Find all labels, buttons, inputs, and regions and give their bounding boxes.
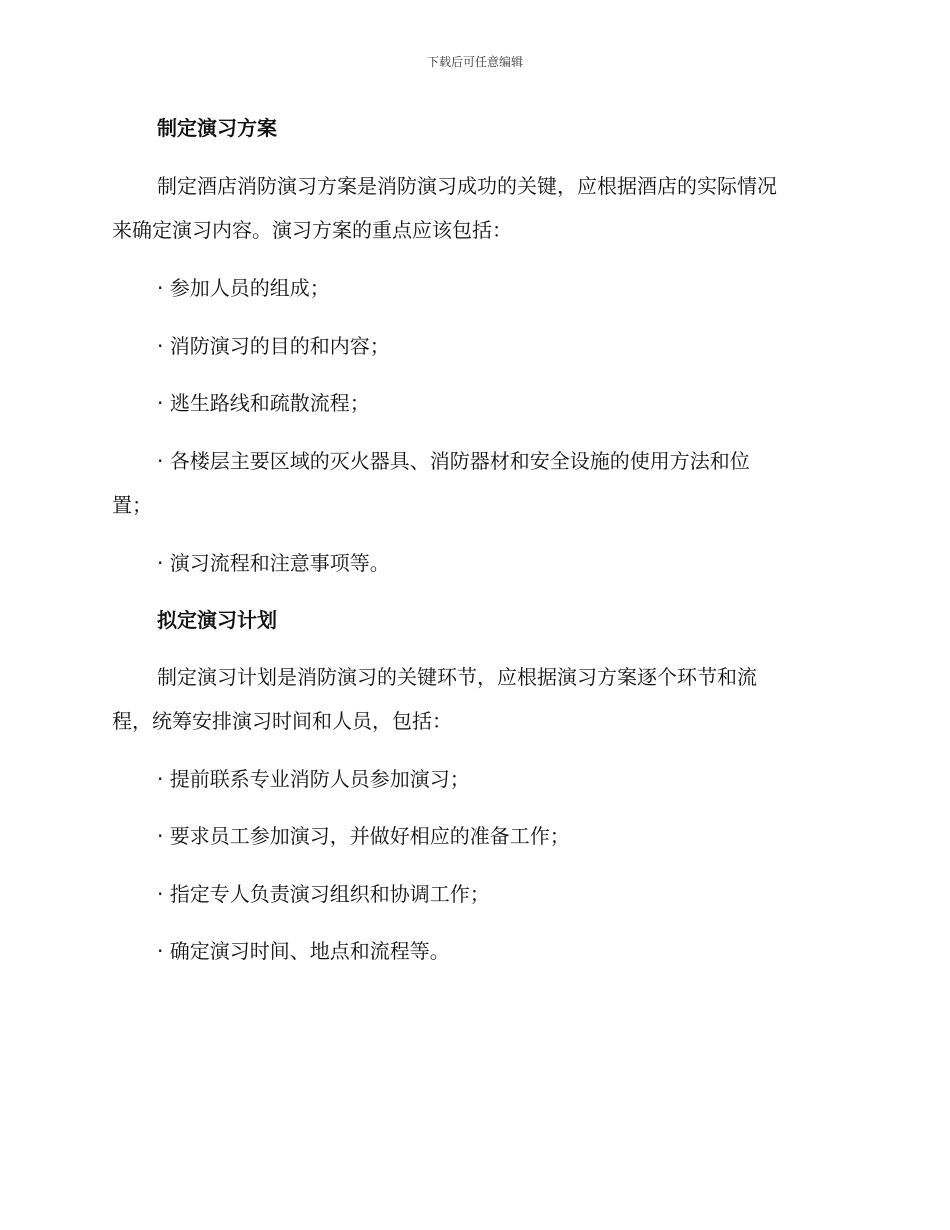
list-item: · 指定专人负责演习组织和协调工作； [157, 882, 490, 906]
list-item: · 提前联系专业消防人员参加演习； [157, 767, 470, 791]
section-heading: 制定演习方案 [157, 116, 277, 140]
list-item: · 消防演习的目的和内容； [157, 334, 390, 358]
list-item: · 各楼层主要区域的灭火器具、消防器材和安全设施的使用方法和位 [157, 449, 750, 473]
paragraph-line: 制定演习计划是消防演习的关键环节，应根据演习方案逐个环节和流 [157, 665, 757, 689]
list-item-continuation: 置； [112, 493, 152, 517]
list-item: · 参加人员的组成； [157, 276, 330, 300]
paragraph-line: 程，统筹安排演习时间和人员，包括： [112, 709, 452, 733]
paragraph-line: 制定酒店消防演习方案是消防演习成功的关键，应根据酒店的实际情况 [157, 174, 777, 198]
list-item: · 要求员工参加演习，并做好相应的准备工作； [157, 824, 570, 848]
list-item: · 演习流程和注意事项等。 [157, 551, 390, 575]
section-heading: 拟定演习计划 [157, 608, 277, 632]
list-item: · 逃生路线和疏散流程； [157, 391, 370, 415]
paragraph-line: 来确定演习内容。演习方案的重点应该包括： [112, 218, 512, 242]
page-header: 下载后可任意编辑 [426, 55, 523, 69]
list-item: · 确定演习时间、地点和流程等。 [157, 939, 450, 963]
